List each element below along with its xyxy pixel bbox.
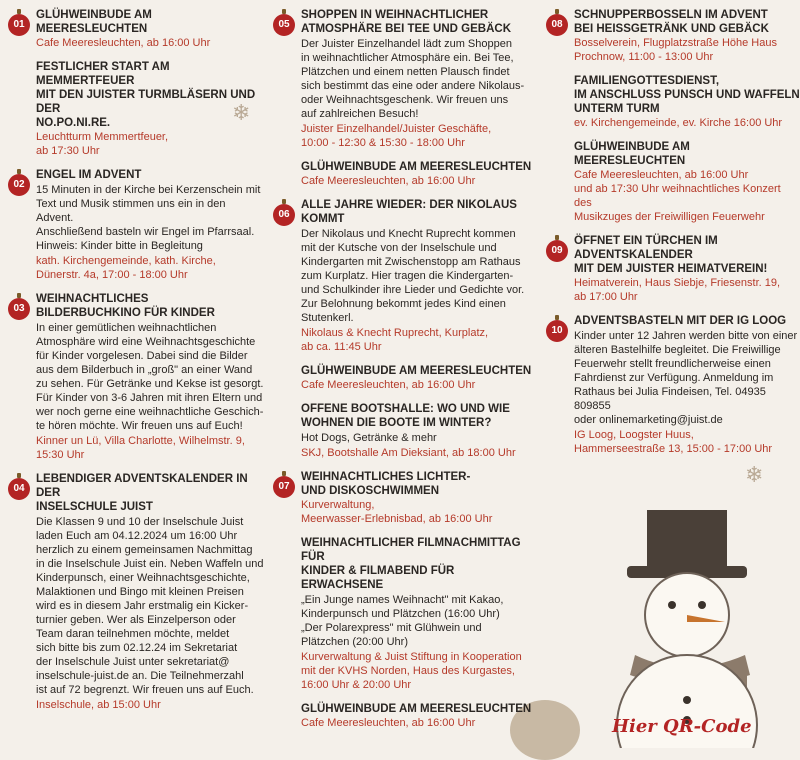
event-location: Cafe Meeresleuchten, ab 16:00 Uhr [301,175,476,187]
event-description: 15 Minuten in der Kirche bei Kerzenschein mit Text und Musik stimmen uns ein in den Advent. Anschließend basteln wir Engel im Pfarrsaal. Hinweis: Kinder bitte in Begleitung [36,184,261,252]
column-right [538,8,800,466]
event-description: Der Nikolaus und Knecht Ruprecht kommen mit der Kutsche von der Inselschule und Kindergarten mit Zwischenstopp am Rathaus zum Kurplatz. Hier tragen die Kindergarten- und Schulkinder ihre Lieder und Gedichte vor. Zur Belohnung bekommt jedes Kind einen Stutenkerl. [301,228,525,324]
event-title: GLÜHWEINBUDE AM MEERESLEUCHTEN [301,365,532,377]
event-entry [538,140,800,224]
event-entry [0,472,265,712]
event-title: GLÜHWEINBUDE AM MEERESLEUCHTEN [36,9,152,35]
event-entry [265,160,535,188]
event-title: FAMILIENGOTTESDIENST, IM ANSCHLUSS PUNSCH UND WAFFELN UNTERM TURM [574,75,800,115]
event-entry [538,314,800,456]
event-location: Kinner un Lü, Villa Charlotte, Wilhelmstr. 9, 15:30 Uhr [36,435,245,461]
event-title: SCHNUPPERBOSSELN IM ADVENT BEI HEISSGETRÄNK UND GEBÄCK [574,9,769,35]
event-entry [265,470,535,526]
event-location: ev. Kirchengemeinde, ev. Kirche 16:00 Uhr [574,117,783,129]
day-badge: 01 [8,14,30,36]
event-entry [0,292,265,462]
event-location: IG Loog, Loogster Huus, Hammerseestraße 13, 15:00 - 17:00 Uhr [574,429,773,455]
day-badge: 04 [8,478,30,500]
qr-code-caption: Hier QR-Code [612,716,752,737]
day-badge: 09 [546,240,568,262]
event-entry [265,8,535,150]
event-location: Kurverwaltung & Juist Stiftung in Kooperation mit der KVHS Norden, Haus des Kurgastes, 16:00 Uhr & 20:00 Uhr [301,651,522,691]
event-title: WEIHNACHTLICHES BILDERBUCHKINO FÜR KINDER [36,293,215,319]
event-entry [0,168,265,282]
day-badge: 10 [546,320,568,342]
event-location: Cafe Meeresleuchten, ab 16:00 Uhr [301,379,476,391]
column-middle [265,8,535,740]
event-entry [0,8,265,50]
event-title: GLÜHWEINBUDE AM MEERESLEUCHTEN [301,703,532,715]
event-entry [538,8,800,64]
day-badge: 07 [273,476,295,498]
event-entry [265,536,535,692]
event-title: SHOPPEN IN WEIHNACHTLICHER ATMOSPHÄRE BEI TEE UND GEBÄCK [301,9,511,35]
event-description: Der Juister Einzelhandel lädt zum Shoppen in weihnachtlicher Atmosphäre ein. Bei Tee, Plätzchen und einem netten Plausch findet sich bestimmt das eine oder andere Nikolaus- oder Weihnachtsgeschenk. Wir freuen uns auf zahlreichen Besuch! [301,38,525,120]
day-badge: 08 [546,14,568,36]
event-entry [265,702,535,730]
event-location: kath. Kirchengemeinde, kath. Kirche, Dünerstr. 4a, 17:00 - 18:00 Uhr [36,255,216,281]
event-description: In einer gemütlichen weihnachtlichen Atmosphäre wird eine Weihnachtsgeschichte für Kinder vorgelesen. Dabei sind die Bilder aus dem Bilderbuch in „groß" an einer Wand zu sehen. Für Getränke und Kekse ist gesorgt. Für Kinder von 3-6 Jahren mit ihren Eltern und wer noch gerne eine weihnachtliche Geschich- te hören möchte. Wir freuen uns auf Euch! [36,322,264,432]
event-location: Leuchtturm Memmertfeuer, ab 17:30 Uhr [36,131,169,157]
event-entry [265,402,535,460]
column-left [0,8,265,722]
event-description: Kinder unter 12 Jahren werden bitte von einer älteren Bastelhilfe begleitet. Die Freiwillige Feuerwehr stellt freundlicherweise einen Fahrdienst zur Verfügung. Anmeldung im Rathaus bei Julia Findeisen, Tel. 04935 809855 oder onlinemarketing@juist.de [574,330,798,426]
event-title: ENGEL IM ADVENT [36,169,142,181]
event-description: Hot Dogs, Getränke & mehr [301,432,437,444]
event-location: Heimatverein, Haus Siebje, Friesenstr. 19, ab 17:00 Uhr [574,277,781,303]
snowflake-icon: ❄ [745,462,764,487]
event-location: Juister Einzelhandel/Juister Geschäfte, 10:00 - 12:30 & 15:30 - 18:00 Uhr [301,123,492,149]
event-location: Cafe Meeresleuchten, ab 16:00 Uhr [36,37,211,49]
event-location: Inselschule, ab 15:00 Uhr [36,699,161,711]
event-title: GLÜHWEINBUDE AM MEERESLEUCHTEN [574,141,690,167]
event-entry [265,198,535,354]
event-title: FESTLICHER START AM MEMMERTFEUER MIT DEN JUISTER TURMBLÄSERN UND DER NO.PO.NI.RE. [36,61,256,129]
event-location: Cafe Meeresleuchten, ab 16:00 Uhr und ab 17:30 Uhr weihnachtliches Konzert des Musikzuges der Freiwilligen Feuerwehr [574,169,781,223]
day-badge: 03 [8,298,30,320]
event-location: Nikolaus & Knecht Ruprecht, Kurplatz, ab ca. 11:45 Uhr [301,327,489,353]
event-location: Cafe Meeresleuchten, ab 16:00 Uhr [301,717,476,729]
event-description: Die Klassen 9 und 10 der Inselschule Juist laden Euch am 04.12.2024 um 16:00 Uhr herzlich zu einem gemeinsamen Nachmittag in die Inselschule Juist ein. Neben Waffeln und Kinderpunsch, einer Weihnachtsgeschichte, Malaktionen und Bingo mit kleinen Preisen wird es in diesem Jahr erstmalig ein Kicker- turnier geben. Wer als Einzelperson oder Team daran teilnehmen möchte, meldet sich bitte bis zum 02.12.24 im Sekretariat der Inselschule Juist unter sekretariat@ inselschule-juist.de an. Die Teilnehmerzahl ist auf 72 begrenzt. Wir freuen uns auf Euch. [36,516,264,696]
event-title: ALLE JAHRE WIEDER: DER NIKOLAUS KOMMT [301,199,517,225]
event-entry [0,60,265,158]
event-title: ÖFFNET EIN TÜRCHEN IM ADVENTSKALENDER MIT DEM JUISTER HEIMATVEREIN! [574,235,768,275]
day-badge: 05 [273,14,295,36]
snowflake-icon: ❄ [232,100,251,125]
day-badge: 06 [273,204,295,226]
event-entry [538,234,800,304]
day-badge: 02 [8,174,30,196]
event-title: WEIHNACHTLICHER FILMNACHMITTAG FÜR KINDER & FILMABEND FÜR ERWACHSENE [301,537,521,591]
event-title: ADVENTSBASTELN MIT DER IG LOOG [574,315,787,327]
event-title: GLÜHWEINBUDE AM MEERESLEUCHTEN [301,161,532,173]
event-title: OFFENE BOOTSHALLE: WO UND WIE WOHNEN DIE BOOTE IM WINTER? [301,403,510,429]
event-title: LEBENDIGER ADVENTSKALENDER IN DER INSELSCHULE JUIST [36,473,248,513]
event-description: „Ein Junge names Weihnacht" mit Kakao, Kinderpunsch und Plätzchen (16:00 Uhr) „Der Polarexpress" mit Glühwein und Plätzchen (20:00 Uhr) [301,594,504,648]
snowman-illustration [575,480,800,748]
event-location: Bosselverein, Flugplatzstraße Höhe Haus Prochnow, 11:00 - 13:00 Uhr [574,37,777,63]
event-entry [265,364,535,392]
event-title: WEIHNACHTLICHES LICHTER- UND DISKOSCHWIMMEN [301,471,471,497]
event-entry [538,74,800,130]
event-location: SKJ, Bootshalle Am Dieksiant, ab 18:00 Uhr [301,447,516,459]
event-location: Kurverwaltung, Meerwasser-Erlebnisbad, ab 16:00 Uhr [301,499,493,525]
